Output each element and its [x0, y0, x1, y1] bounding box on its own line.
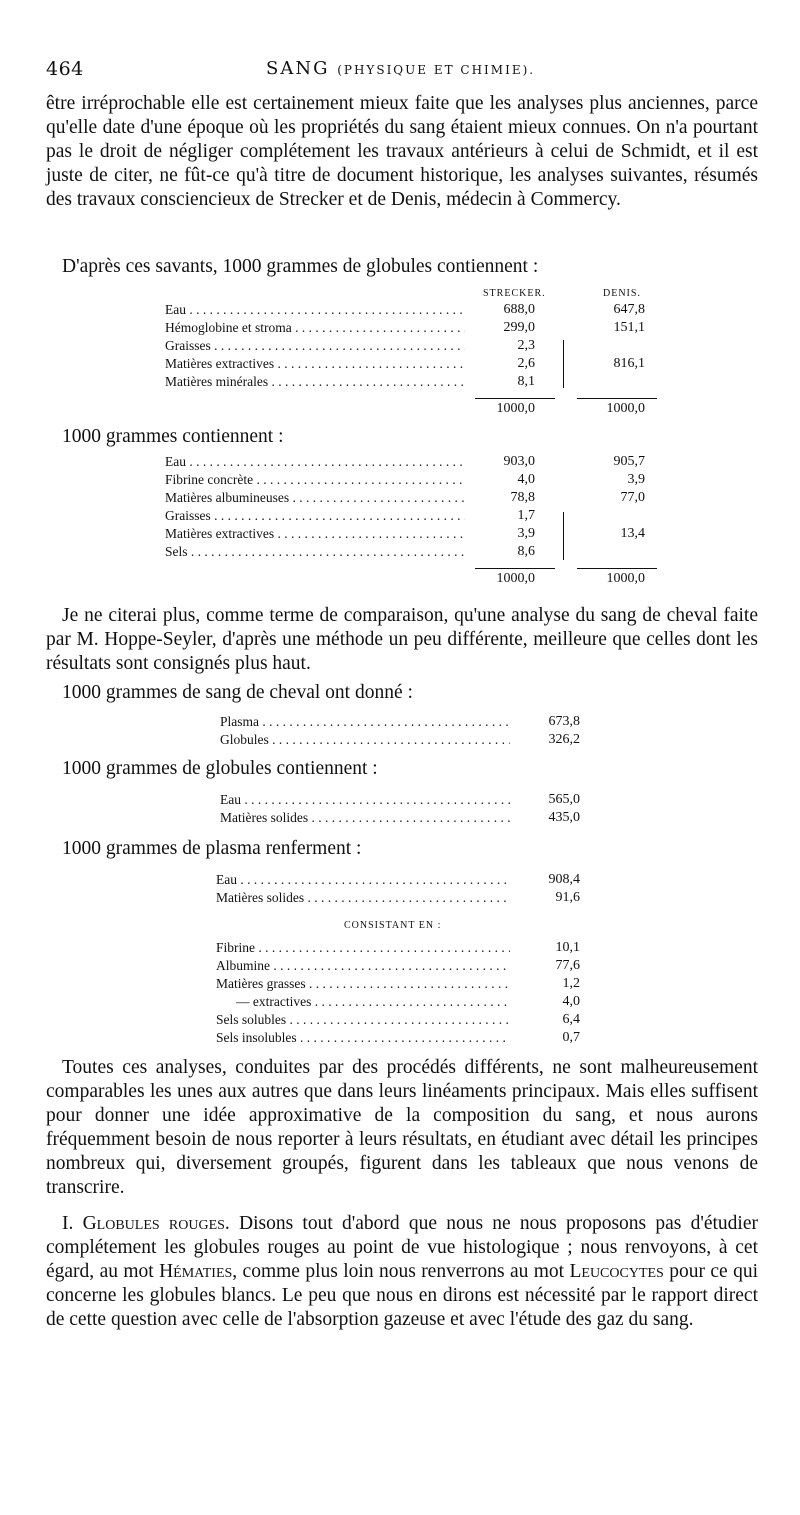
cross-reference-hematies: Hématies	[159, 1261, 233, 1282]
total-denis: 1000,0	[606, 401, 645, 416]
total-strecker: 1000,0	[496, 401, 535, 416]
sum-rule	[475, 568, 555, 569]
table-plasma: Eau . . . 908,4 Matières solides . . . 91,6 CONSISTANT EN : Fibrine . . . 10,1 Albumine . . . 77,6 Matières grasses . . . 1,2 — extractives . . . 4,0 Sels solubles . . . 6,4 Sels insolubles . . . 0,7	[216, 872, 590, 1052]
col-header-strecker: STRECKER.	[483, 288, 546, 299]
cross-reference-leucocytes: Leucocytes	[569, 1261, 664, 1282]
running-title-main: SANG	[266, 58, 330, 79]
paragraph-3: Toutes ces analyses, conduites par des procédés différents, ne sont malheureusement comparables les unes aux autres que dans leurs linéaments principaux. Mais elles suffisent pour donner une idée approximative de la composition du sang, et nous aurons fréquemment besoin de nous reporter à leurs résultats, en étudiant avec détail les principes nombreux qui, diversement groupés, figurent dans les tableaux que nous venons de transcrire.	[46, 1057, 758, 1198]
table-cheval: Plasma . . . 673,8 Globules . . . 326,2	[220, 714, 590, 754]
table-sang: Eau . . . 903,0 905,7 Fibrine concrète . . . 4,0 3,9 Matières albumineuses . . . 78,8 77,0 Graisses . . . 1,7 Matières extractives . . . 3,9 13,4 Sels . . . 8,6 1000,0 1000,0	[165, 454, 655, 594]
sum-rule	[577, 568, 657, 569]
total-strecker: 1000,0	[496, 571, 535, 586]
intro-globules: D'après ces savants, 1000 grammes de globules contiennent :	[62, 256, 539, 277]
paragraph-4	[46, 1212, 758, 1332]
consistant-en-label: CONSISTANT EN :	[344, 920, 442, 931]
page-number: 464	[46, 58, 84, 80]
col-header-denis: DENIS.	[603, 288, 641, 299]
intro-cheval: 1000 grammes de sang de cheval ont donné :	[62, 682, 413, 703]
running-title	[266, 58, 535, 79]
section-heading: I. Globules rouges.	[62, 1213, 230, 1234]
paragraph-4-text-a: Disons tout d'abord que nous ne nous proposons pas d'étudier complétement les globules rouges au point de vue histologique ; nous renvoyons, à cet égard, au mot	[46, 1213, 758, 1282]
total-denis: 1000,0	[606, 571, 645, 586]
intro-plasma: 1000 grammes de plasma renferment :	[62, 838, 362, 859]
table-globules: STRECKER. DENIS. Eau . . . 688,0 647,8 Hémoglobine et stroma . . . 299,0 151,1 Graisses . . . 2,3 Matières extractives . . . 2,6 816,1 Matières minérales . . . 8,1 1000,0 1000,0	[165, 288, 655, 420]
table-globules-cheval: Eau . . . 565,0 Matières solides . . . 435,0	[220, 792, 590, 832]
running-header	[46, 58, 754, 88]
sum-rule	[577, 398, 657, 399]
paragraph-2: Je ne citerai plus, comme terme de comparaison, qu'une analyse du sang de cheval faite par M. Hoppe-Seyler, d'après une méthode un peu différente, meilleure que celles dont les résultats sont consignés plus haut.	[46, 605, 758, 674]
intro-globules-cheval: 1000 grammes de globules contiennent :	[62, 758, 378, 779]
intro-sang: 1000 grammes contiennent :	[62, 426, 284, 447]
sum-rule	[475, 398, 555, 399]
brace	[559, 512, 564, 560]
running-title-sub: (PHYSIQUE ET CHIMIE).	[337, 63, 536, 77]
brace	[559, 340, 564, 388]
paragraph-4-text-c: pour ce qui concerne les globules blancs. Le peu que nous en dirons est nécessité par le rapport direct de cette question avec celle de l'absorption gazeuse et avec l'étude des gaz du sang.	[46, 1261, 758, 1330]
paragraph-1: être irréprochable elle est certainement mieux faite que les analyses plus anciennes, parce qu'elle date d'une époque où les propriétés du sang étaient mieux connues. On n'a pourtant pas le droit de négliger complétement les travaux antérieurs à celui de Schmidt, et il est juste de citer, ne fût-ce qu'à titre de document historique, les analyses suivantes, résumés des travaux consciencieux de Strecker et de Denis, médecin à Commercy.	[46, 93, 758, 210]
paragraph-4-text-b: , comme plus loin nous renverrons au mot	[232, 1261, 570, 1282]
